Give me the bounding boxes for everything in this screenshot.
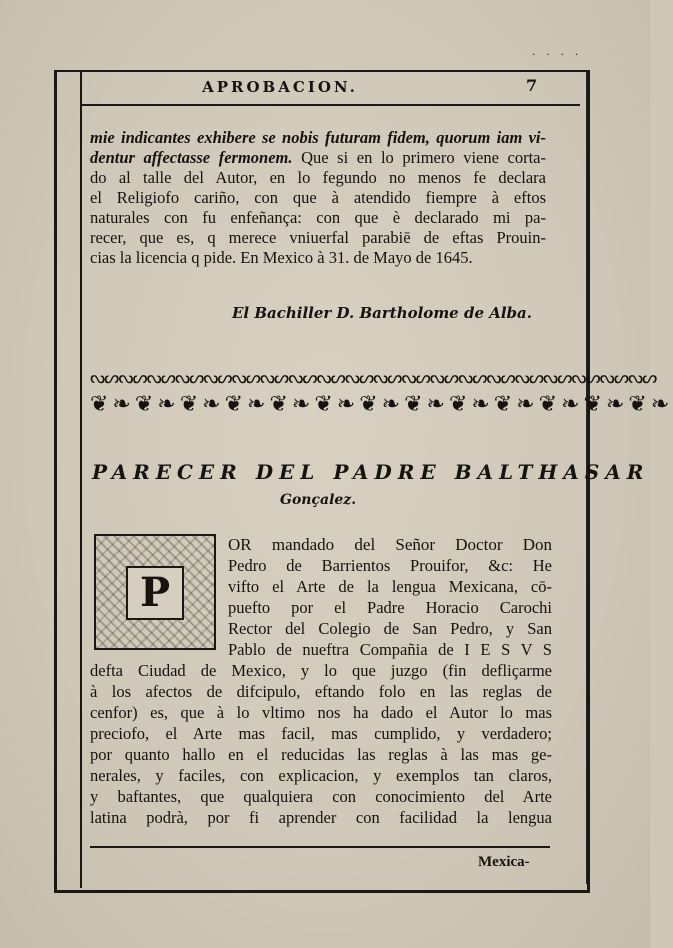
text-line: Pablo de nueftra Compañia de I E S V S bbox=[228, 640, 552, 659]
text-line: recer, que es, q merece vniuerfal parabiē de eftas Prouin- bbox=[90, 228, 546, 247]
text-line: Rector del Colegio de San Pedro, y San bbox=[228, 619, 552, 638]
page-frame-inner-rule bbox=[80, 70, 82, 888]
approbation-text bbox=[90, 128, 546, 268]
text-line: à los afectos de difcipulo, eftando folo en las reglas de bbox=[90, 682, 552, 701]
text-line: y baftantes, que qualquiera con conocimiento del Arte bbox=[90, 787, 552, 806]
running-head-title: APROBACION. bbox=[202, 78, 358, 96]
text-line: por quanto hallo en el reducidas las reglas à las mas ge- bbox=[90, 745, 552, 764]
bottom-rule bbox=[90, 846, 550, 848]
section-heading: PARECER DEL PADRE BALTHASAR bbox=[92, 460, 650, 484]
text-line: latina podrà, por fi aprender con facilidad la lengua bbox=[90, 808, 552, 827]
margin-marks: · · · · bbox=[532, 50, 583, 61]
parecer-text-indented bbox=[228, 534, 552, 660]
text-line: naturales con fu enfeñança: con que è declarado mi pa- bbox=[90, 208, 546, 227]
text-line: puefto por el Padre Horacio Carochi bbox=[228, 598, 552, 617]
ornament-band-bottom: ❦❧❦❧❦❧❦❧❦❧❦❧❦❧❦❧❦❧❦❧❦❧❦❧❦❧ bbox=[90, 392, 673, 417]
text-line: cenfor) es, que à lo vltimo nos ha dado el Autor lo mas bbox=[90, 703, 552, 722]
page-number: 7 bbox=[526, 76, 538, 95]
section-heading-continuation: Gonçalez. bbox=[280, 492, 357, 508]
text-line: mie indicantes exhibere se nobis futuram fidem, quorum iam vi- bbox=[90, 128, 546, 147]
catchword: Mexica- bbox=[478, 854, 530, 870]
parecer-text bbox=[90, 660, 552, 828]
signature: El Bachiller D. Bartholome de Alba. bbox=[232, 304, 532, 322]
text-line: OR mandado del Señor Doctor Don bbox=[228, 535, 552, 554]
text-line: defta Ciudad de Mexico, y lo que juzgo (fin defliçarme bbox=[90, 661, 552, 680]
text-line: cias la licencia q pide. En Mexico à 31. de Mayo de 1645. bbox=[90, 248, 473, 267]
running-head bbox=[80, 76, 580, 106]
initial-letter: P bbox=[126, 566, 184, 620]
text-line: do al talle del Autor, en lo fegundo no menos fe declara bbox=[90, 168, 546, 187]
text-line: dentur affectasse fermonem. Que si en lo primero viene corta- bbox=[90, 148, 546, 167]
text-line: el Religiofo cariño, con que à atendido fiempre à eftos bbox=[90, 188, 546, 207]
ornament-band-top: ᔓᔕᔓᔕᔓᔕᔓᔕᔓᔕᔓᔕᔓᔕᔓᔕᔓᔕᔓᔕᔓᔕᔓᔕᔓᔕᔓᔕᔓᔕᔓᔕᔓᔕᔓᔕᔓᔕᔓᔕ bbox=[90, 368, 657, 388]
text-line: preciofo, el Arte mas facil, mas cumplido, y verdadero; bbox=[90, 724, 552, 743]
decorated-initial bbox=[94, 534, 216, 650]
text-line: Pedro de Barrientos Prouifor, &c: He bbox=[228, 556, 552, 575]
text-line: vifto el Arte de la lengua Mexicana, cō- bbox=[228, 577, 552, 596]
text-line: nerales, y faciles, con explicacion, y exemplos tan claros, bbox=[90, 766, 552, 785]
